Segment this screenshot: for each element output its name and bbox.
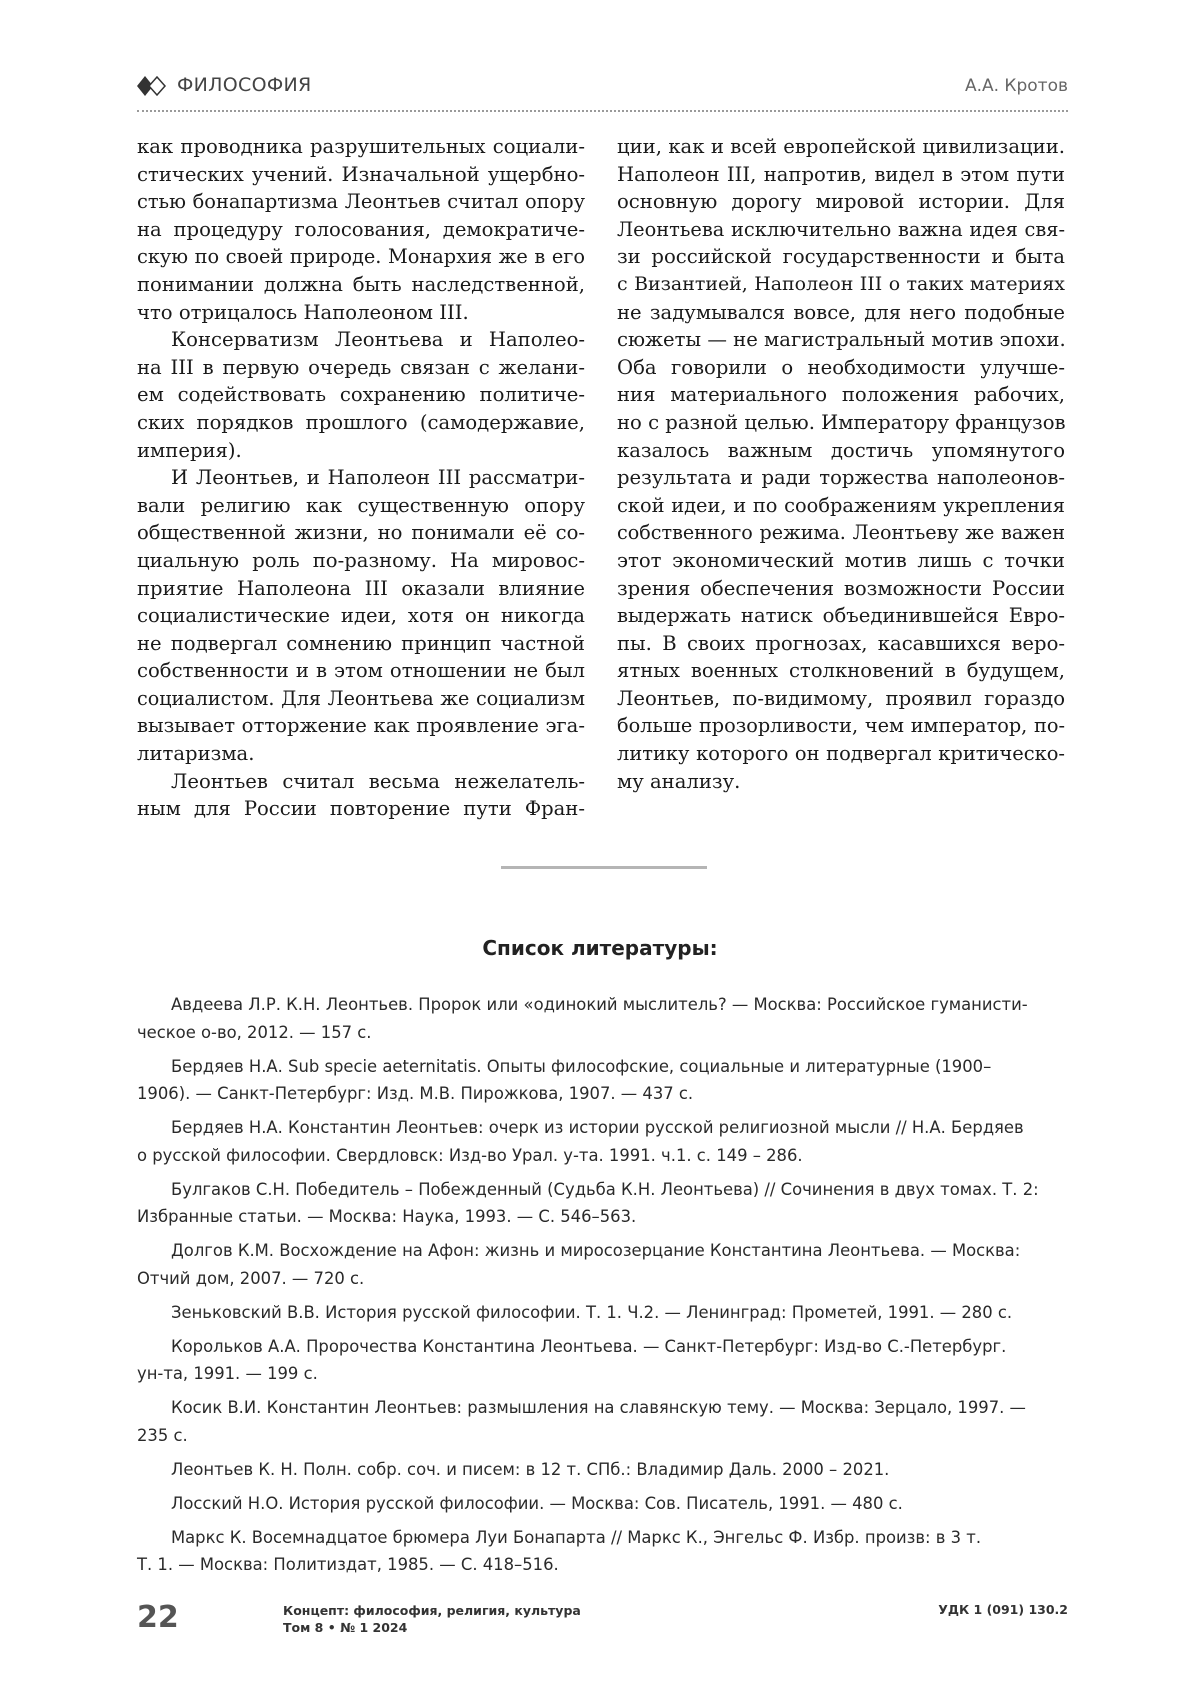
- text-line: литаризма.: [137, 742, 255, 766]
- text-line: ем содействовать сохранению политиче-: [137, 383, 585, 407]
- text-line: стью бонапартизма Леонтьев считал опору: [137, 190, 585, 214]
- reference-line: Леонтьев К. Н. Полн. собр. соч. и писем: в 12 т. СПб.: Владимир Даль. 2000 – 2021.: [171, 1459, 890, 1479]
- reference-line: Отчий дом, 2007. — 720 с.: [137, 1268, 365, 1288]
- text-line: ным для России повторение пути Фран-: [137, 797, 585, 821]
- text-line: зрения обеспечения возможности России: [617, 576, 1065, 600]
- references-list: [137, 991, 1069, 1585]
- page-number: 22: [137, 1600, 179, 1635]
- text-line: не задумывался вовсе, для него подобные: [617, 300, 1065, 324]
- reference-item: [137, 1333, 1069, 1388]
- text-line: результата и ради торжества наполеонов-: [617, 466, 1065, 490]
- text-line: этот экономический мотив лишь с точки: [617, 548, 1065, 572]
- reference-line: Бердяев Н.А. Константин Леонтьев: очерк из истории русской религиозной мысли // Н.А. Бердяев: [171, 1118, 1024, 1137]
- text-line: как проводника разрушительных социали-: [137, 135, 585, 158]
- reference-line: Зеньковский В.В. История русской философии. Т. 1. Ч.2. — Ленинград: Прометей, 1991. — 280 с.: [171, 1302, 1013, 1322]
- reference-line: о русской философии. Свердловск: Изд-во Урал. у-та. 1991. ч.1. с. 149 – 286.: [137, 1145, 803, 1165]
- author-name: А.А. Кротов: [964, 76, 1068, 96]
- text-line: литику которого он подвергал критическо-: [617, 742, 1065, 766]
- text-line: скую по своей природе. Монархия же в его: [137, 245, 585, 269]
- reference-line: Булгаков С.Н. Победитель – Побежденный (Судьба К.Н. Леонтьева) // Сочинения в двух томах. Т. 2:: [171, 1179, 1039, 1199]
- text-line: социалистические идеи, хотя он никогда: [137, 604, 585, 628]
- text-line: социалистом. Для Леонтьева же социализм: [137, 686, 585, 710]
- reference-line: Т. 1. — Москва: Политиздат, 1985. — С. 418–516.: [137, 1555, 559, 1574]
- text-line: му анализу.: [617, 769, 741, 793]
- reference-item: [137, 1053, 1069, 1108]
- text-line: Консерватизм Леонтьева и Наполео-: [171, 328, 585, 352]
- text-line: Леонтьева исключительно важна идея свя-: [617, 217, 1065, 241]
- reference-line: Бердяев Н.А. Sub specie aeternitatis. Опыты философские, социальные и литературные (1900–: [171, 1056, 992, 1076]
- reference-line: Долгов К.М. Восхождение на Афон: жизнь и миросозерцание Константина Леонтьева. — Москва:: [171, 1241, 1021, 1260]
- section-title: ФИЛОСОФИЯ: [177, 74, 312, 96]
- text-line: пы. В своих прогнозах, касавшихся веро-: [617, 631, 1065, 655]
- reference-item: [137, 1299, 1069, 1327]
- text-line: собственности и в этом отношении не был: [137, 659, 585, 683]
- text-line: сюжеты — не магистральный мотив эпохи.: [617, 328, 1066, 352]
- reference-line: Авдеева Л.Р. К.Н. Леонтьев. Пророк или «одинокий мыслитель? — Москва: Российское гуманисти-: [171, 995, 1028, 1014]
- text-line: общественной жизни, но понимали её со-: [137, 521, 585, 545]
- text-line: Леонтьев, по-видимому, проявил гораздо: [617, 686, 1065, 710]
- body-column-left: [137, 133, 585, 823]
- reference-item: [137, 1456, 1069, 1484]
- text-line: ции, как и всей европейской цивилизации.: [617, 135, 1065, 158]
- text-line: Оба говорили о необходимости улучше-: [617, 355, 1065, 379]
- page-footer: [137, 1600, 1068, 1640]
- text-line: казалось важным достичь упомянутого: [617, 438, 1065, 462]
- reference-line: 1906). — Санкт-Петербург: Изд. М.В. Пирожкова, 1907. — 437 с.: [137, 1084, 694, 1103]
- text-line: ния материального положения рабочих,: [617, 383, 1065, 407]
- section-divider: [501, 866, 707, 869]
- journal-title: Концепт: философия, религия, культура: [283, 1603, 581, 1618]
- reference-item: [137, 991, 1069, 1046]
- reference-line: Корольков А.А. Пророчества Константина Леонтьева. — Санкт-Петербург: Изд-во С.-Петербург.: [171, 1336, 1007, 1356]
- reference-item: [137, 1114, 1069, 1169]
- text-line: ятных военных столкновений в будущем,: [617, 659, 1065, 683]
- text-line: зи российской государственности и быта: [617, 245, 1065, 269]
- udk-code: УДК 1 (091) 130.2: [938, 1602, 1068, 1617]
- section-diamond-icon: [137, 76, 167, 96]
- journal-info: [283, 1602, 581, 1636]
- reference-line: Маркс К. Восемнадцатое брюмера Луи Бонапарта // Маркс К., Энгельс Ф. Избр. произв: в 3 т.: [171, 1527, 982, 1547]
- journal-issue: Том 8 • № 1 2024: [283, 1620, 408, 1635]
- reference-line: 235 с.: [137, 1425, 188, 1445]
- text-line: с Византией, Наполеон III о таких материях: [617, 272, 1065, 295]
- text-line: империя).: [137, 438, 242, 462]
- reference-line: Лосский Н.О. История русской философии. — Москва: Сов. Писатель, 1991. — 480 с.: [171, 1493, 903, 1513]
- reference-item: [137, 1176, 1069, 1231]
- reference-item: [137, 1490, 1069, 1518]
- reference-item: [137, 1524, 1069, 1579]
- text-line: стических учений. Изначальной ущербно-: [137, 162, 585, 186]
- reference-item: [137, 1237, 1069, 1292]
- page-header: [137, 72, 1068, 112]
- text-line: вали религию как существенную опору: [137, 493, 585, 517]
- reference-line: Избранные статьи. — Москва: Наука, 1993. — С. 546–563.: [137, 1207, 637, 1226]
- text-line: понимании должна быть наследственной,: [137, 272, 585, 296]
- text-line: выдержать натиск объединившейся Евро-: [617, 604, 1065, 628]
- text-line: приятие Наполеона III оказали влияние: [137, 576, 585, 600]
- text-line: не подвергал сомнению принцип частной: [137, 631, 585, 655]
- text-line: ских порядков прошлого (самодержавие,: [137, 410, 585, 434]
- references-heading: Список литературы:: [482, 936, 718, 960]
- text-line: ской идеи, и по соображениям укрепления: [617, 493, 1065, 517]
- reference-line: Косик В.И. Константин Леонтьев: размышления на славянскую тему. — Москва: Зерцало, 1997. —: [171, 1398, 1026, 1417]
- text-line: собственного режима. Леонтьеву же важен: [617, 521, 1065, 545]
- text-line: что отрицалось Наполеоном III.: [137, 300, 469, 324]
- text-line: на процедуру голосования, демократиче-: [137, 217, 585, 241]
- text-line: но с разной целью. Императору французов: [617, 410, 1066, 434]
- reference-line: ческое о-во, 2012. — 157 с.: [137, 1022, 372, 1042]
- text-line: больше прозорливости, чем император, по-: [617, 714, 1065, 738]
- body-column-right: [617, 133, 1065, 795]
- text-line: И Леонтьев, и Наполеон III рассматри-: [171, 466, 585, 490]
- text-line: основную дорогу мировой истории. Для: [617, 190, 1065, 214]
- header-dotted-divider: [137, 110, 1068, 112]
- text-line: вызывает отторжение как проявление эга-: [137, 714, 585, 738]
- text-line: циальную роль по-разному. На мировос-: [137, 548, 585, 572]
- text-line: Наполеон III, напротив, видел в этом пути: [617, 162, 1065, 186]
- text-line: на III в первую очередь связан с желани-: [137, 355, 585, 379]
- text-line: Леонтьев считал весьма нежелатель-: [171, 769, 585, 793]
- reference-item: [137, 1394, 1069, 1449]
- reference-line: ун-та, 1991. — 199 с.: [137, 1364, 318, 1383]
